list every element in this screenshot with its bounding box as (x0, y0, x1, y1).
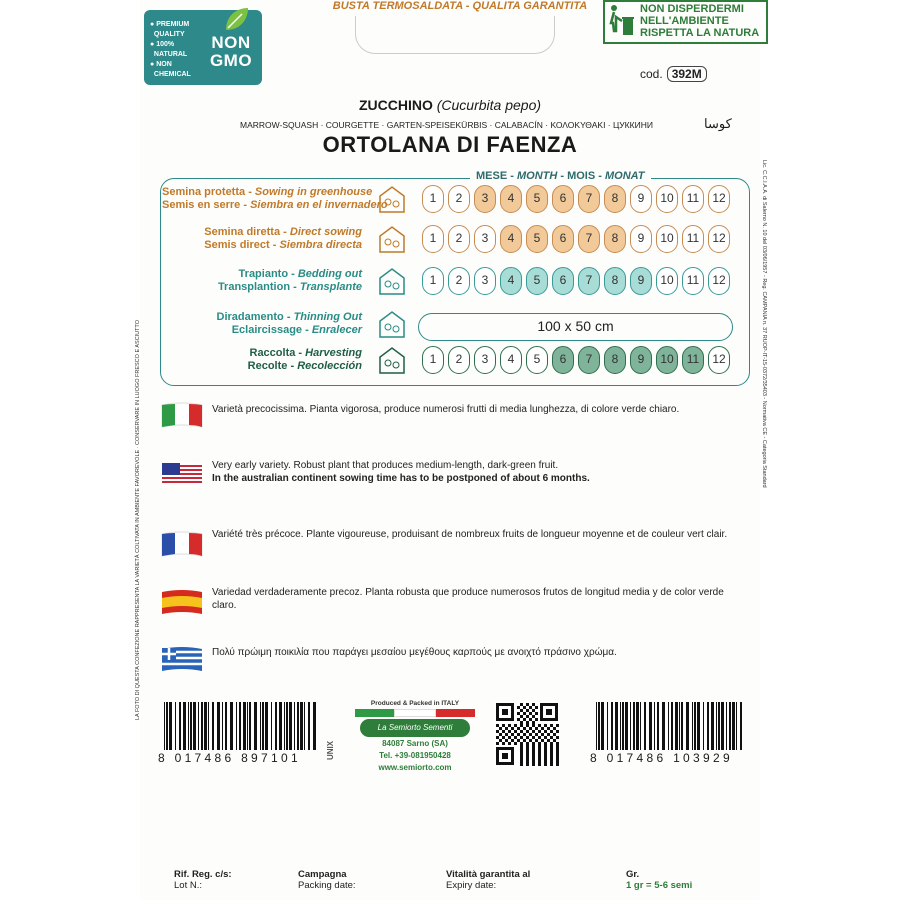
species-arabic: كوسا (704, 116, 732, 131)
hang-tab (355, 16, 555, 54)
badge-claim: NATURAL (153, 51, 188, 58)
month-circle: 7 (578, 225, 600, 253)
month-circle: 2 (448, 225, 470, 253)
month-circle: 3 (474, 185, 496, 213)
month-circle: 8 (604, 185, 626, 213)
france-flag-icon (160, 530, 204, 558)
month-circle: 10 (656, 346, 678, 374)
month-circle: 6 (552, 225, 574, 253)
badge-claim: ● PREMIUM (150, 21, 190, 28)
month-circle: 11 (682, 225, 704, 253)
usa-flag-icon (160, 460, 204, 488)
month-circle: 5 (526, 185, 548, 213)
product-code-value: 392M (667, 66, 707, 82)
month-circle: 4 (500, 346, 522, 374)
month-circle: 1 (422, 225, 444, 253)
qr-code (494, 701, 560, 767)
description-el: Πολύ πρώιμη ποικιλία που παράγει μεσαίου μεγέθους καρπούς με ανοιχτό πράσινο χρώμα. (212, 647, 617, 658)
month-circle: 9 (630, 185, 652, 213)
species-translations: MARROW-SQUASH · COURGETTE · GARTEN-SPEISEKÜRBIS · CALABACÍN · ΚΟΛΟΚΥΘΑΚΙ · ЦУККИНИ (240, 120, 653, 130)
footer-expiry: Vitalità garantita al Expiry date: (446, 869, 531, 891)
semiorto-logo: La Semiorto Sementi (360, 719, 470, 737)
month-circle: 6 (552, 346, 574, 374)
barcode-left (162, 702, 322, 750)
month-circle: 12 (708, 267, 730, 295)
calendar-row-label: Diradamento - Thinning Out Eclaircissage - Enralecer (216, 311, 362, 336)
month-circle: 1 (422, 185, 444, 213)
month-circle: 9 (630, 267, 652, 295)
spain-flag-icon (160, 588, 204, 616)
non-gmo-label: NON GMO (209, 33, 253, 70)
manufacturer-address: 84087 Sarno (SA) (382, 739, 448, 748)
litter-bin-icon (606, 3, 636, 39)
unix-label: UNIX (326, 740, 335, 760)
manufacturer-website: www.semiorto.com (378, 763, 452, 772)
side-legal-right: Lic. C.C.I.A.A. di Salerno N. 10 del 03/06/1957 - Reg. CAMPANIA n. 37 RUOP-IT-15-0372/35403 - Normativa CE - Categoria Standard (761, 160, 767, 488)
calendar-row-label: Semina diretta - Direct sowing Semis direct - Siembra directa (204, 226, 362, 251)
month-circle: 7 (578, 346, 600, 374)
month-circle: 4 (500, 185, 522, 213)
barcode-right (594, 702, 748, 750)
side-legal-left: LA FOTO DI QUESTA CONFEZIONE RAPPRESENTA LA VARIETÀ COLTIVATA IN AMBIENTE FAVOREVOLE · CONSERVARE IN LUOGO FRESCO E ASCIUTTO (135, 319, 141, 720)
footer-registration: Rif. Reg. c/s: Lot N.: (174, 869, 232, 891)
month-circle: 5 (526, 225, 548, 253)
calendar-row-label: Raccolta - Harvesting Recolte - Recolección (247, 347, 362, 372)
produced-in-italy: Produced & Packed in ITALY (370, 700, 460, 707)
month-circle: 11 (682, 185, 704, 213)
packet-slogan: BUSTA TERMOSALDATA - QUALITA GARANTITA (332, 0, 588, 12)
month-circle: 10 (656, 267, 678, 295)
calendar-row-label: Trapianto - Bedding out Transplantion - Transplante (217, 268, 362, 293)
month-circle: 8 (604, 225, 626, 253)
month-circle: 8 (604, 267, 626, 295)
month-circle: 5 (526, 346, 548, 374)
badge-claim: CHEMICAL (153, 71, 191, 78)
calendar-header: MESE - MONTH - MOIS - MONAT (470, 170, 651, 182)
badge-claims (150, 20, 206, 80)
month-circle: 9 (630, 346, 652, 374)
seedling-icon (376, 266, 408, 296)
month-circle: 2 (448, 267, 470, 295)
description-en: Very early variety. Robust plant that produces medium-length, dark-green fruit. In the australian continent sowing time has to be postponed of about 6 months. (212, 460, 590, 484)
greenhouse-sowing-icon (376, 184, 408, 214)
month-circle: 8 (604, 346, 626, 374)
footer-weight: Gr. 1 gr = 5-6 semi (626, 869, 693, 891)
month-circle: 1 (422, 267, 444, 295)
month-circle: 2 (448, 185, 470, 213)
harvest-icon (376, 345, 408, 375)
variety-name: ORTOLANA DI FAENZA (322, 132, 578, 157)
month-circle: 2 (448, 346, 470, 374)
badge-claim: ● NON (150, 61, 172, 68)
month-circle: 12 (708, 185, 730, 213)
month-circle: 10 (656, 185, 678, 213)
month-circle: 11 (682, 267, 704, 295)
leaf-icon (222, 6, 250, 32)
month-circle: 6 (552, 185, 574, 213)
species-title: ZUCCHINO (Cucurbita pepo) (358, 97, 542, 113)
description-es: Variedad verdaderamente precoz. Planta robusta que produce numerosos frutos de longitud media y de color verde claro. (212, 587, 724, 611)
footer-campaign: Campagna Packing date: (298, 869, 356, 891)
month-circle: 7 (578, 267, 600, 295)
italian-stripe (355, 709, 475, 717)
month-circle: 12 (708, 225, 730, 253)
badge-claim: QUALITY (153, 31, 185, 38)
month-circle: 3 (474, 225, 496, 253)
manufacturer-block (352, 700, 478, 773)
badge-claim: ● 100% (150, 41, 175, 48)
month-circle: 1 (422, 346, 444, 374)
product-code: cod. 392M (640, 66, 707, 82)
barcode-right-digits: 8 017486 103929 (590, 751, 733, 765)
barcode-left-digits: 8 017486 897101 (158, 751, 301, 765)
month-circle: 3 (474, 346, 496, 374)
month-circle: 5 (526, 267, 548, 295)
calendar-row-label: Semina protetta - Sowing in greenhouse Semis en serre - Siembra en el invernadero (162, 186, 388, 211)
manufacturer-phone: Tel. +39-081950428 (379, 751, 451, 760)
month-circle: 4 (500, 225, 522, 253)
month-circle: 9 (630, 225, 652, 253)
plant-spacing: 100 x 50 cm (418, 313, 733, 341)
month-circle: 7 (578, 185, 600, 213)
italy-flag-icon (160, 401, 204, 429)
description-fr: Variété très précoce. Plante vigoureuse, produisant de nombreux fruits de longueur moyenne et de couleur vert clair. (212, 529, 728, 540)
month-circle: 3 (474, 267, 496, 295)
month-circle: 4 (500, 267, 522, 295)
month-circle: 6 (552, 267, 574, 295)
direct-sowing-icon (376, 224, 408, 254)
thinning-icon (376, 309, 408, 339)
eco-text: NON DISPERDERMI NELL'AMBIENTE RISPETTA LA NATURA (640, 3, 760, 39)
month-circle: 11 (682, 346, 704, 374)
description-it: Varietà precocissima. Pianta vigorosa, produce numerosi frutti di media lunghezza, di colore verde chiaro. (212, 404, 680, 415)
month-circle: 12 (708, 346, 730, 374)
month-circle: 10 (656, 225, 678, 253)
greece-flag-icon (160, 645, 204, 673)
